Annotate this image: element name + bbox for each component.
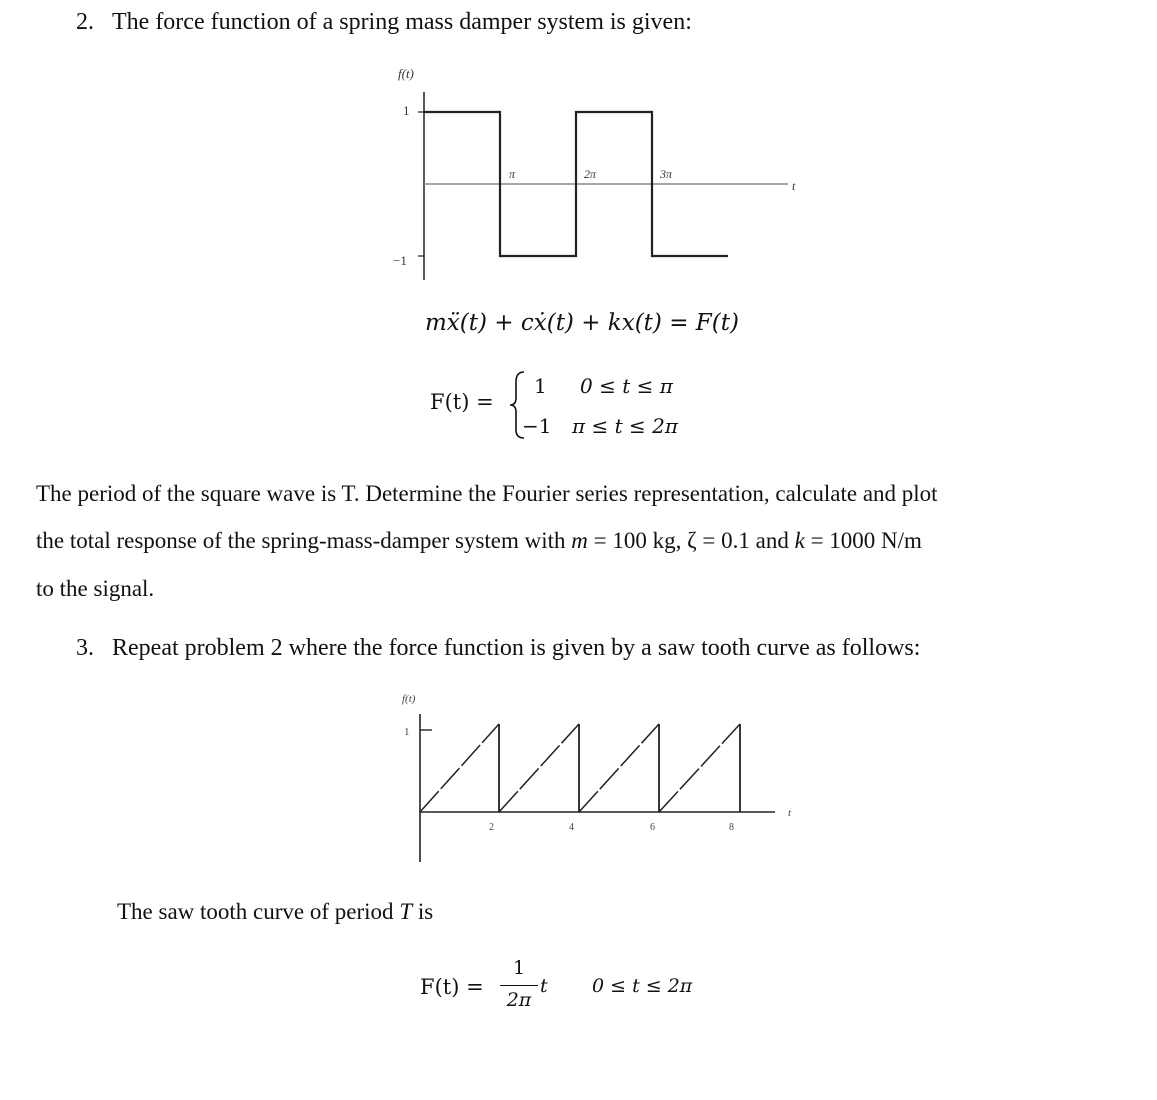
stiffness-value: = 1000 N/m: [804, 528, 922, 553]
paragraph-line-1: The period of the square wave is T. Determine the Fourier series representation, calculate and plot: [36, 481, 938, 506]
sawtooth-x-tick-2: 2: [489, 822, 494, 833]
period-variable: T: [399, 899, 413, 924]
problem-2-number: 2.: [76, 9, 94, 35]
sawtooth-caption: [117, 898, 433, 926]
sawtooth-caption-end: is: [412, 899, 434, 924]
piecewise-case1-value: 1: [534, 374, 547, 398]
paragraph-line-3: to the signal.: [36, 576, 155, 601]
problem-3-number: 3.: [76, 635, 94, 661]
sawtooth-y-axis-label: f(t): [402, 693, 416, 705]
fraction-bar: [500, 985, 538, 986]
sawtooth-x-tick-6: 6: [650, 822, 655, 833]
problem-3-text: Repeat problem 2 where the force function is given by a saw tooth curve as follows:: [112, 635, 921, 661]
square-wave-y-tick-bottom: −1: [393, 253, 407, 268]
fraction-denominator: 2π: [506, 989, 532, 1011]
square-wave-y-tick-top: 1: [403, 103, 410, 118]
sawtooth-formula-variable: t: [540, 975, 548, 997]
sawtooth-x-axis-label: t: [788, 807, 792, 819]
sawtooth-drops: [499, 724, 740, 812]
sawtooth-formula: [420, 955, 720, 1025]
mass-value: = 100 kg,: [587, 528, 688, 553]
sawtooth-ramps: [420, 724, 740, 812]
square-wave-y-axis-label: f(t): [398, 66, 414, 81]
piecewise-case2-range: π ≤ t ≤ 2π: [572, 414, 678, 438]
square-wave-x-tick-2pi: 2π: [584, 167, 597, 181]
piecewise-case2-value: −1: [522, 414, 552, 438]
problem-2-text: The force function of a spring mass damper system is given:: [112, 9, 692, 35]
piecewise-lhs: F(t) =: [430, 390, 494, 414]
sawtooth-x-tick-4: 4: [569, 822, 574, 833]
square-wave-x-tick-pi: π: [509, 167, 516, 181]
mass-variable: m: [571, 528, 588, 553]
sawtooth-x-tick-8: 8: [729, 822, 734, 833]
zeta-variable: ζ: [687, 528, 697, 553]
equation-of-motion: mẍ(t) + cẋ(t) + kx(t) = F(t): [425, 310, 739, 336]
sawtooth-formula-lhs: F(t) =: [420, 975, 484, 999]
sawtooth-formula-range: 0 ≤ t ≤ 2π: [592, 975, 693, 997]
square-wave-x-tick-3pi: 3π: [660, 167, 673, 181]
fraction-numerator: 1: [512, 957, 526, 979]
sawtooth-caption-text: The saw tooth curve of period: [117, 899, 400, 924]
piecewise-case1-range: 0 ≤ t ≤ π: [580, 374, 673, 398]
sawtooth-y-tick: 1: [404, 726, 410, 738]
zeta-value: = 0.1 and: [696, 528, 795, 553]
stiffness-variable: k: [794, 528, 805, 553]
square-wave-x-axis-label: t: [792, 179, 796, 193]
paragraph-line-2-text: the total response of the spring-mass-damper system with: [36, 528, 572, 553]
